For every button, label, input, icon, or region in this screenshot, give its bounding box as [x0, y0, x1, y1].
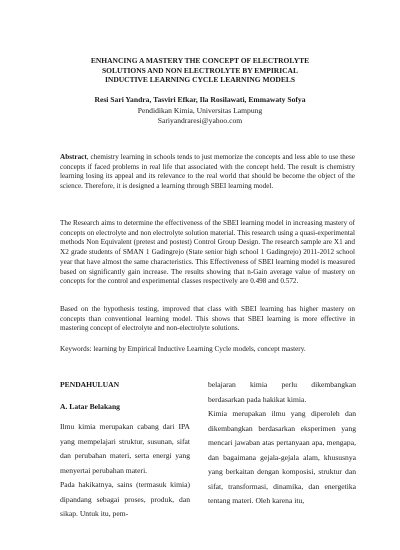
intro-paragraph-continued: Pada hakikatnya, sains (termasuk kimia) dipandang sebagai proses, produk, dan sikap. Untuk itu, pem-	[60, 480, 190, 518]
title-line: INDUCTIVE LEARNING CYCLE LEARNING MODELS	[104, 75, 296, 85]
subsection-heading: A. Latar Belakang	[60, 402, 120, 411]
author-email: Sariyandraresi@yahoo.com	[157, 116, 243, 125]
right-column	[208, 378, 356, 509]
abstract-paragraph	[60, 153, 355, 192]
abstract-text: , chemistry learning in schools tends to just memorize the concepts and less able to use these concepts if faced problems in real life that associated with the concept held. The result is chemistry learning losing its appeal and its relevance to the real world that should be become the object of the science. Therefore, it is designed a learning through SBEI learning model.	[60, 153, 355, 191]
abstract-label: Abstract	[60, 153, 87, 161]
result-paragraph: Based on the hypothesis testing, improved that class with SBEI learning has higher mastery on concepts than conventional learning model. This shows that SBEI learning is more effective in mastering concept of electrolyte and non-electrolyte solutions.	[60, 305, 355, 333]
affiliation: Pendidikan Kimia, Universitas Lampung	[137, 106, 263, 115]
keywords-paragraph: Keywords: learning by Empirical Inductive Learning Cycle models, concept mastery.	[60, 345, 306, 353]
paper-title	[60, 56, 340, 85]
chemistry-paragraph: Kimia merupakan ilmu yang diperoleh dan dikembangkan berdasarkan eksperimen yang mencari jawaban atas pertanyaan apa, mengapa, dan bagaimana gejala-gejala alam, khususnya yang berkaitan dengan komposisi, struktur dan sifat, transformasi, dinamika, dan energetika tentang materi. Oleh karena itu,	[208, 409, 356, 505]
author-list: Resi Sari Yandra, Tasviri Efkar, Ila Rosilawati, Emmawaty Sofya	[94, 95, 306, 104]
section-heading: PENDAHULUAN	[60, 380, 120, 389]
title-line: SOLUTIONS AND NON ELECTROLYTE BY EMPIRICAL	[102, 65, 298, 75]
research-aim-paragraph: The Research aims to determine the effectiveness of the SBEI learning model in increasing mastery of concepts on electrolyte and non electrolyte solution material. This research using a quasi-experimental methods Non Equivalent (pretest and postest) Control Group Design. The research sample are X1 and X2 grade students of SMAN 1 Gadingrejo (State senior high school 1 Gadingrejo) 2011-2012 school year that have almost the same characteristics. This Effectiveness of SBEI learning model is measured based on significantly gain increase. The results showing that n-Gain average value of mastery on concepts for the control and experimental classes respectively are 0.498 and 0.572.	[60, 219, 355, 286]
continued-paragraph: belajaran kimia perlu dikembangkan berdasarkan pada hakikat kimia.	[208, 380, 356, 404]
left-column	[60, 378, 190, 522]
intro-paragraph: Ilmu kimia merupakan cabang dari IPA yang mempelajari struktur, susunan, sifat dan perubahan materi, serta energi yang menyertai perubahan materi.	[60, 422, 190, 475]
title-line: ENHANCING A MASTERY THE CONCEPT OF ELECTROLYTE	[90, 56, 310, 65]
